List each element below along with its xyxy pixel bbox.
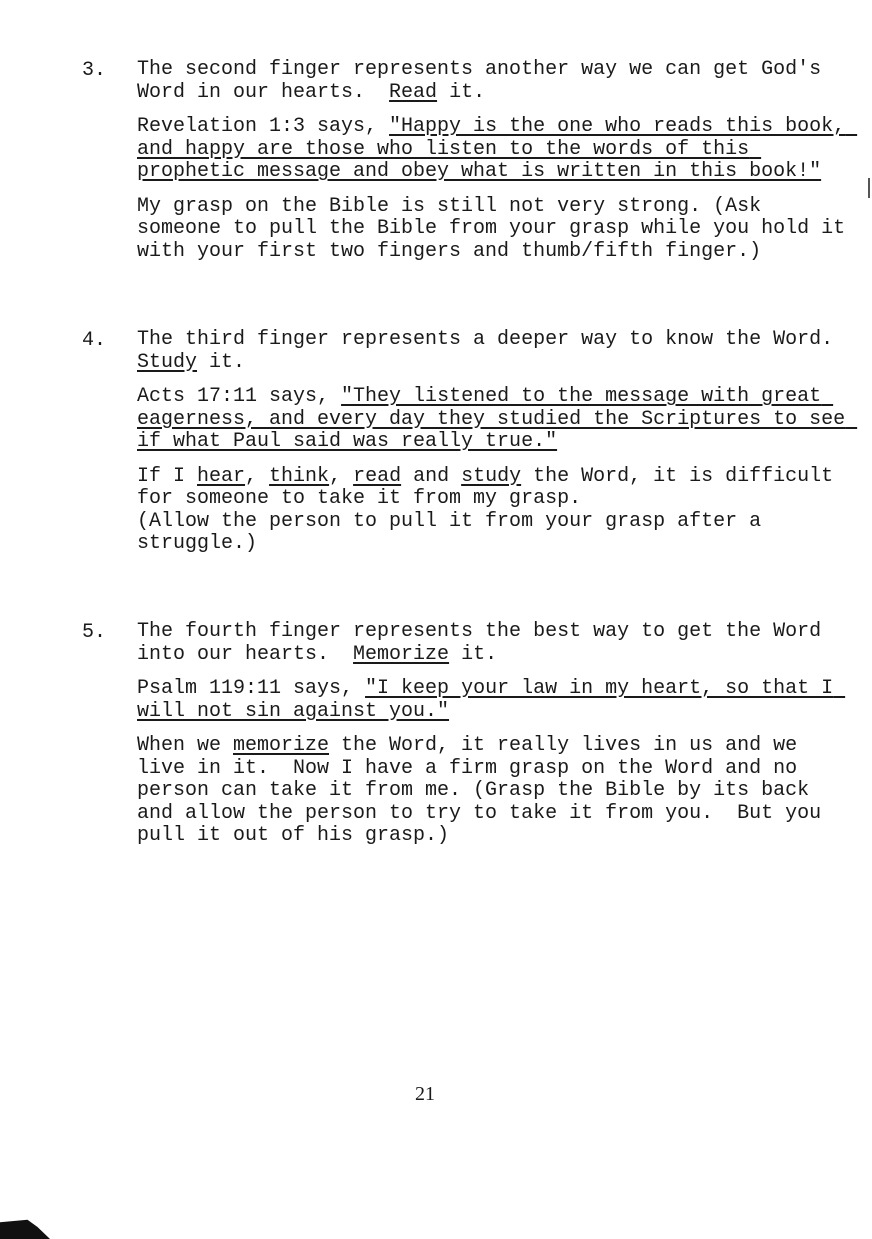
quote-text: "They listened to the message with great eagerness, and every day they studied the Scriptures to see if what Paul said was really true." xyxy=(137,385,858,453)
scripture-quote xyxy=(137,386,857,454)
scripture-quote xyxy=(137,116,857,184)
page-number: 21 xyxy=(415,1083,435,1105)
keyword-hear: hear xyxy=(197,464,246,488)
margin-mark xyxy=(868,178,870,198)
keyword-read: read xyxy=(353,464,402,488)
keyword-think: think xyxy=(269,464,330,488)
item-instruction: (Allow the person to pull it from your grasp after a struggle.) xyxy=(137,509,774,555)
item-body xyxy=(137,621,857,860)
keyword-memorize: memorize xyxy=(233,734,330,757)
scripture-reference: Acts 17:11 says, xyxy=(137,385,342,408)
quote-text: "Happy is the one who reads this book, and happy are those who listen to the words of this prophetic message and obey what is written in this book!" xyxy=(137,115,858,183)
item-intro: The third finger represents a deeper way to know the Word. Study it. xyxy=(137,328,858,374)
item-body xyxy=(137,59,857,275)
item-number: 4. xyxy=(82,329,107,352)
item-note: If I hear, think, read and study the Word, it is difficult for someone to take it from my grasp. xyxy=(137,464,846,510)
item-intro: The second finger represents another way we can get God's Word in our hearts. Read it. xyxy=(137,58,834,104)
item-number: 5. xyxy=(82,621,107,644)
item-note: When we memorize the Word, it really lives in us and we live in it. Now I have a firm grasp on the Word and no person can take it from me. (Grasp the Bible by its back and allow the person to try to take it from you. But you pull it out of his grasp.) xyxy=(137,734,834,847)
scan-corner-blot xyxy=(0,1215,50,1239)
item-body xyxy=(137,329,857,568)
scripture-reference: Psalm 119:11 says, xyxy=(137,677,366,700)
keyword-study: study xyxy=(461,464,522,488)
method-word: Read xyxy=(389,80,438,104)
scripture-quote xyxy=(137,678,857,723)
quote-text: "I keep your law in my heart, so that I will not sin against you." xyxy=(137,677,846,723)
item-number: 3. xyxy=(82,59,107,82)
item-intro: The fourth finger represents the best way to get the Word into our hearts. Memorize it. xyxy=(137,620,834,666)
scripture-reference: Revelation 1:3 says, xyxy=(137,115,390,138)
item-note: My grasp on the Bible is still not very strong. (Ask someone to pull the Bible from your grasp while you hold it with your first two fingers and thumb/fifth finger.) xyxy=(137,194,858,263)
method-word: Memorize xyxy=(353,642,450,666)
method-word: Study xyxy=(137,350,198,374)
